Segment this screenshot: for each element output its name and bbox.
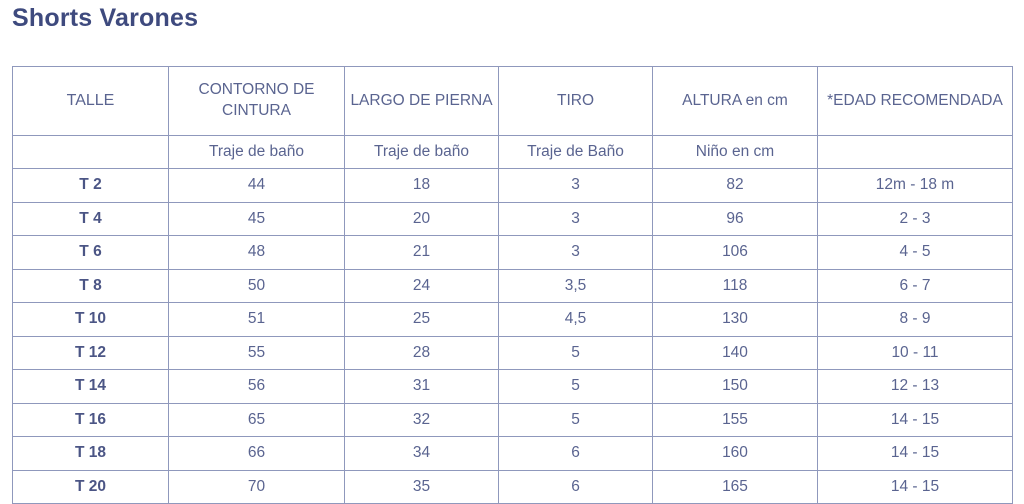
cell-edad: 14 - 15 — [818, 437, 1013, 471]
table-header-sub-row — [13, 136, 1013, 169]
header-contorno-cintura: CONTORNO DE CINTURA — [169, 67, 345, 136]
cell-altura: 130 — [653, 303, 818, 337]
subheader-edad-recomendada — [818, 136, 1013, 169]
table-header-main-row — [13, 67, 1013, 136]
cell-altura: 106 — [653, 236, 818, 270]
cell-edad: 14 - 15 — [818, 470, 1013, 504]
cell-contorno: 44 — [169, 169, 345, 203]
cell-edad: 2 - 3 — [818, 202, 1013, 236]
header-talle: TALLE — [13, 67, 169, 136]
cell-altura: 155 — [653, 403, 818, 437]
cell-contorno: 70 — [169, 470, 345, 504]
table-row — [13, 236, 1013, 270]
cell-edad: 6 - 7 — [818, 269, 1013, 303]
subheader-largo-pierna: Traje de baño — [345, 136, 499, 169]
cell-contorno: 48 — [169, 236, 345, 270]
cell-altura: 150 — [653, 370, 818, 404]
table-row — [13, 470, 1013, 504]
table-row — [13, 370, 1013, 404]
cell-edad: 4 - 5 — [818, 236, 1013, 270]
header-edad-recomendada: *EDAD RECOMENDADA — [818, 67, 1013, 136]
subheader-contorno-cintura: Traje de baño — [169, 136, 345, 169]
cell-altura: 165 — [653, 470, 818, 504]
cell-largo: 35 — [345, 470, 499, 504]
cell-largo: 31 — [345, 370, 499, 404]
cell-contorno: 65 — [169, 403, 345, 437]
cell-edad: 12 - 13 — [818, 370, 1013, 404]
table-row — [13, 202, 1013, 236]
cell-tiro: 4,5 — [499, 303, 653, 337]
table-row — [13, 269, 1013, 303]
table-row — [13, 437, 1013, 471]
table-row — [13, 336, 1013, 370]
table-row — [13, 169, 1013, 203]
cell-talle: T 6 — [13, 236, 169, 270]
cell-contorno: 66 — [169, 437, 345, 471]
cell-largo: 28 — [345, 336, 499, 370]
cell-talle: T 16 — [13, 403, 169, 437]
cell-edad: 10 - 11 — [818, 336, 1013, 370]
cell-tiro: 3 — [499, 202, 653, 236]
cell-edad: 8 - 9 — [818, 303, 1013, 337]
cell-talle: T 8 — [13, 269, 169, 303]
cell-tiro: 5 — [499, 336, 653, 370]
cell-tiro: 3 — [499, 169, 653, 203]
cell-contorno: 56 — [169, 370, 345, 404]
cell-tiro: 6 — [499, 470, 653, 504]
cell-largo: 25 — [345, 303, 499, 337]
header-altura: ALTURA en cm — [653, 67, 818, 136]
page-title: Shorts Varones — [12, 4, 199, 32]
cell-talle: T 20 — [13, 470, 169, 504]
cell-talle: T 4 — [13, 202, 169, 236]
subheader-altura: Niño en cm — [653, 136, 818, 169]
cell-talle: T 10 — [13, 303, 169, 337]
cell-altura: 96 — [653, 202, 818, 236]
table-row — [13, 303, 1013, 337]
cell-talle: T 14 — [13, 370, 169, 404]
cell-altura: 82 — [653, 169, 818, 203]
subheader-talle — [13, 136, 169, 169]
cell-contorno: 45 — [169, 202, 345, 236]
table-row — [13, 403, 1013, 437]
cell-talle: T 18 — [13, 437, 169, 471]
subheader-tiro: Traje de Baño — [499, 136, 653, 169]
header-largo-pierna: LARGO DE PIERNA — [345, 67, 499, 136]
cell-altura: 118 — [653, 269, 818, 303]
cell-altura: 160 — [653, 437, 818, 471]
cell-altura: 140 — [653, 336, 818, 370]
cell-contorno: 51 — [169, 303, 345, 337]
cell-contorno: 55 — [169, 336, 345, 370]
cell-largo: 24 — [345, 269, 499, 303]
cell-largo: 18 — [345, 169, 499, 203]
cell-tiro: 5 — [499, 370, 653, 404]
cell-edad: 12m - 18 m — [818, 169, 1013, 203]
cell-edad: 14 - 15 — [818, 403, 1013, 437]
table-body — [13, 67, 1013, 504]
size-chart-table — [12, 66, 1013, 504]
cell-talle: T 2 — [13, 169, 169, 203]
cell-largo: 21 — [345, 236, 499, 270]
cell-largo: 32 — [345, 403, 499, 437]
cell-tiro: 5 — [499, 403, 653, 437]
cell-largo: 34 — [345, 437, 499, 471]
cell-tiro: 3,5 — [499, 269, 653, 303]
cell-tiro: 6 — [499, 437, 653, 471]
cell-largo: 20 — [345, 202, 499, 236]
header-tiro: TIRO — [499, 67, 653, 136]
cell-contorno: 50 — [169, 269, 345, 303]
cell-talle: T 12 — [13, 336, 169, 370]
cell-tiro: 3 — [499, 236, 653, 270]
